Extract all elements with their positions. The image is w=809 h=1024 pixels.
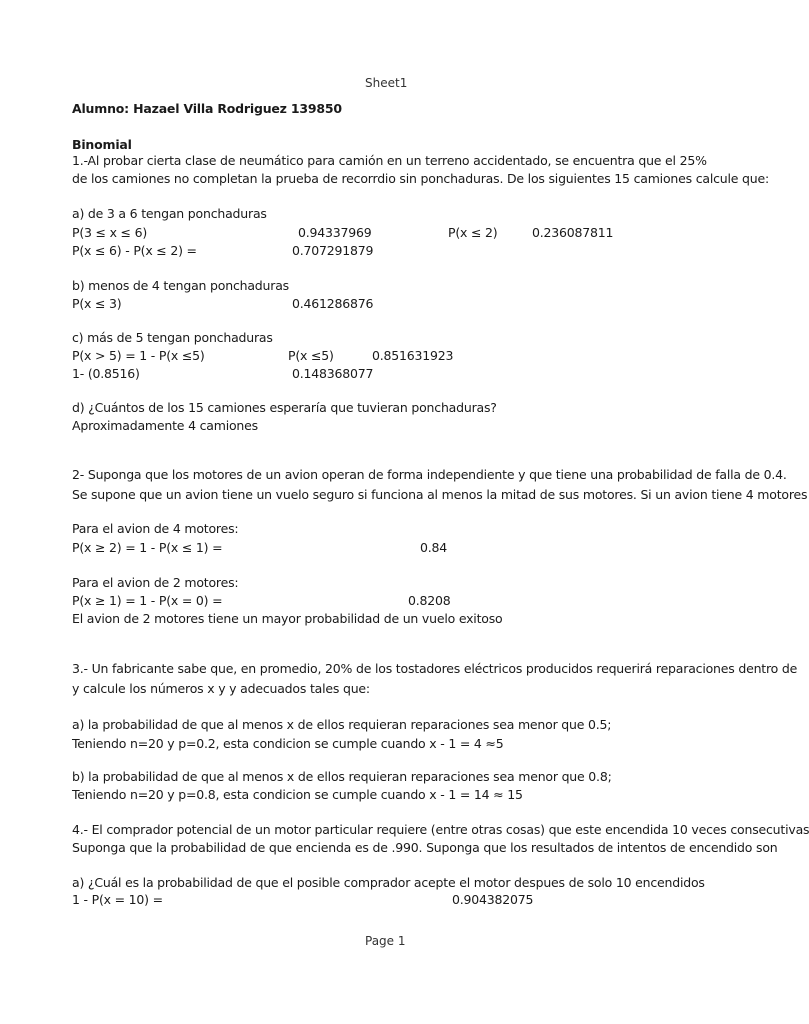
q1a-val2: 0.236087811 (532, 225, 614, 240)
q2-2motor-expr: P(x ≥ 1) = 1 - P(x = 0) = (72, 593, 223, 608)
q1a-expr3: P(x ≤ 6) - P(x ≤ 2) = (72, 243, 197, 258)
q4-statement-line1: 4.- El comprador potencial de un motor particular requiere (entre otras cosas) que este encendida 10 veces consecutivas (72, 822, 809, 837)
q2-statement-line1: 2- Suponga que los motores de un avion operan de forma independiente y que tiene una probabilidad de falla de 0.4. (72, 467, 787, 482)
q3a-answer: Teniendo n=20 y p=0.2, esta condicion se cumple cuando x - 1 = 4 ≈5 (72, 736, 504, 751)
q3a-title: a) la probabilidad de que al menos x de ellos requieran reparaciones sea menor que 0.5; (72, 717, 612, 732)
q4a-expr: 1 - P(x = 10) = (72, 892, 163, 907)
q1-statement-line1: 1.-Al probar cierta clase de neumático para camión en un terreno accidentado, se encuentra que el 25% (72, 153, 707, 168)
q1c-val3: 0.148368077 (292, 366, 374, 381)
q2-statement-line2: Se supone que un avion tiene un vuelo seguro si funciona al menos la mitad de sus motores. Si un avion tiene 4 motores (72, 487, 808, 502)
q3b-title: b) la probabilidad de que al menos x de ellos requieran reparaciones sea menor que 0.8; (72, 769, 612, 784)
q1c-expr3: 1- (0.8516) (72, 366, 140, 381)
q1c-title: c) más de 5 tengan ponchaduras (72, 330, 273, 345)
q3b-answer: Teniendo n=20 y p=0.8, esta condicion se cumple cuando x - 1 = 14 ≈ 15 (72, 787, 523, 802)
q1c-val2: 0.851631923 (372, 348, 454, 363)
page-footer: Page 1 (365, 934, 406, 948)
q1b-title: b) menos de 4 tengan ponchaduras (72, 278, 289, 293)
q1d-answer: Aproximadamente 4 camiones (72, 418, 258, 433)
q1d-title: d) ¿Cuántos de los 15 camiones esperaría que tuvieran ponchaduras? (72, 400, 497, 415)
q2-4motor-val: 0.84 (420, 540, 448, 555)
q1c-expr2: P(x ≤5) (288, 348, 334, 363)
q1a-expr2: P(x ≤ 2) (448, 225, 498, 240)
q2-2motor-val: 0.8208 (408, 593, 451, 608)
q2-4motor-expr: P(x ≥ 2) = 1 - P(x ≤ 1) = (72, 540, 223, 555)
q1a-expr1: P(3 ≤ x ≤ 6) (72, 225, 148, 240)
q4-statement-line2: Suponga que la probabilidad de que encienda es de .990. Suponga que los resultados de intentos de encendido son (72, 840, 778, 855)
q2-4motor-title: Para el avion de 4 motores: (72, 521, 239, 536)
q1a-title: a) de 3 a 6 tengan ponchaduras (72, 206, 267, 221)
section-title: Binomial (72, 137, 132, 152)
q4a-title: a) ¿Cuál es la probabilidad de que el posible comprador acepte el motor despues de solo 10 encendidos (72, 875, 705, 890)
q1b-val: 0.461286876 (292, 296, 374, 311)
q2-2motor-title: Para el avion de 2 motores: (72, 575, 239, 590)
q1c-expr1: P(x > 5) = 1 - P(x ≤5) (72, 348, 205, 363)
q2-conclusion: El avion de 2 motores tiene un mayor probabilidad de un vuelo exitoso (72, 611, 503, 626)
q1b-expr: P(x ≤ 3) (72, 296, 122, 311)
q3-statement-line1: 3.- Un fabricante sabe que, en promedio, 20% de los tostadores eléctricos producidos requerirá reparaciones dentro de (72, 661, 798, 676)
q3-statement-line2: y calcule los números x y y adecuados tales que: (72, 681, 370, 696)
q1a-val3: 0.707291879 (292, 243, 374, 258)
q4a-val: 0.904382075 (452, 892, 534, 907)
q1-statement-line2: de los camiones no completan la prueba de recorrdio sin ponchaduras. De los siguientes 15 camiones calcule que: (72, 171, 769, 186)
page-header: Sheet1 (365, 76, 408, 90)
q1a-val1: 0.94337969 (298, 225, 372, 240)
student-name: Alumno: Hazael Villa Rodriguez 139850 (72, 101, 342, 116)
